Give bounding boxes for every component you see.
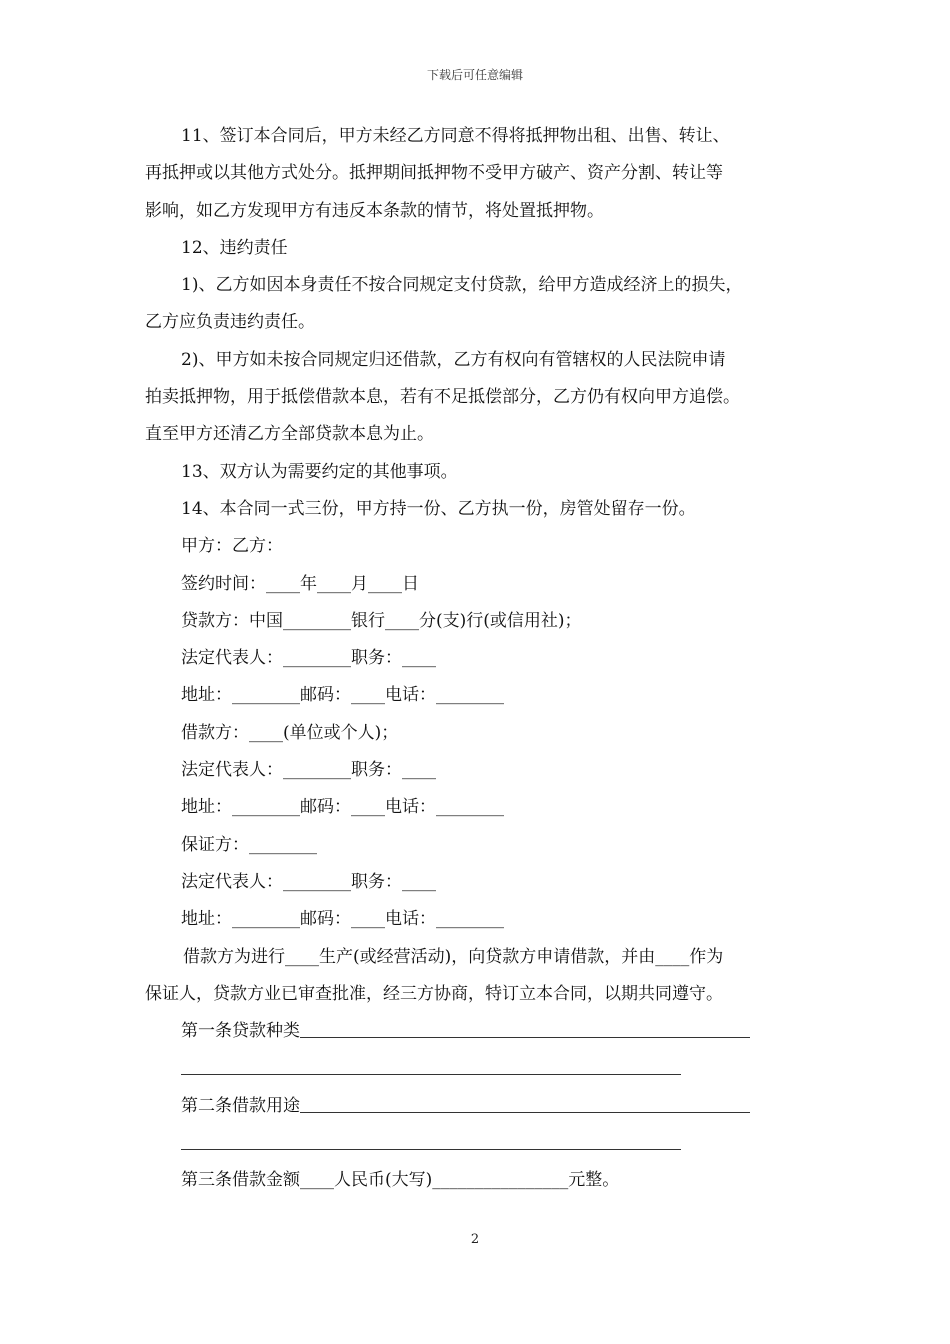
clause-12-item-2-line-2: 拍卖抵押物，用于抵偿借款本息，若有不足抵偿部分，乙方仍有权向甲方追偿。 (145, 387, 740, 408)
article-2-blank-2 (181, 1148, 681, 1150)
article-1-blank (300, 1036, 750, 1038)
lender-address: 地址：________邮码：____电话：________ (181, 685, 504, 706)
clause-12-heading: 12、违约责任 (181, 237, 288, 258)
article-2 (145, 1088, 810, 1125)
article-1 (145, 1013, 810, 1050)
page-header: 下载后可任意编辑 (426, 68, 523, 82)
preamble-line-1: 借款方为进行____生产(或经营活动)，向贷款方申请借款，并由____作为 (183, 946, 724, 967)
signing-date: 签约时间：____年____月____日 (181, 573, 419, 594)
lender-representative: 法定代表人：________职务：____ (181, 648, 436, 669)
article-1-blank-2 (181, 1073, 681, 1075)
article-2-title: 第二条借款用途 (181, 1095, 300, 1116)
clause-12-item-2-line-1: 2)、甲方如未按合同规定归还借款，乙方有权向有管辖权的人民法院申请 (181, 349, 726, 370)
guarantor-name: 保证方：________ (181, 834, 317, 855)
clause-12-item-1-line-2: 乙方应负责违约责任。 (145, 312, 315, 333)
page-number: 2 (470, 1232, 480, 1247)
borrower-name: 借款方：____(单位或个人)； (181, 722, 399, 743)
article-1-title: 第一条贷款种类 (181, 1021, 300, 1042)
party-line: 甲方：乙方： (181, 536, 283, 557)
guarantor-representative: 法定代表人：________职务：____ (181, 871, 436, 892)
preamble-line-2: 保证人，贷款方业已审查批准，经三方协商，特订立本合同，以期共同遵守。 (145, 983, 723, 1004)
clause-14: 14、本合同一式三份，甲方持一份、乙方执一份，房管处留存一份。 (181, 498, 696, 519)
lender-name: 贷款方：中国________银行____分(支)行(或信用社)； (181, 610, 582, 631)
article-2-continuation (145, 1125, 810, 1162)
article-1-continuation (145, 1050, 810, 1087)
clause-11-line-1: 11、签订本合同后，甲方未经乙方同意不得将抵押物出租、出售、转让、 (181, 126, 730, 146)
borrower-representative: 法定代表人：________职务：____ (181, 760, 436, 781)
article-3: 第三条借款金额____人民币(大写)________________元整。 (181, 1170, 620, 1191)
clause-11-line-2: 再抵押或以其他方式处分。抵押期间抵押物不受甲方破产、资产分割、转让等 (145, 163, 723, 184)
article-2-blank (300, 1111, 750, 1113)
clause-12-item-2-line-3: 直至甲方还清乙方全部贷款本息为止。 (145, 424, 434, 445)
clause-13: 13、双方认为需要约定的其他事项。 (181, 461, 458, 482)
document-body (145, 118, 810, 1200)
guarantor-address: 地址：________邮码：____电话：________ (181, 909, 504, 930)
clause-12-item-1-line-1: 1)、乙方如因本身责任不按合同规定支付贷款，给甲方造成经济上的损失， (181, 275, 743, 296)
borrower-address: 地址：________邮码：____电话：________ (181, 797, 504, 818)
clause-11-line-3: 影响，如乙方发现甲方有违反本条款的情节，将处置抵押物。 (145, 200, 604, 221)
